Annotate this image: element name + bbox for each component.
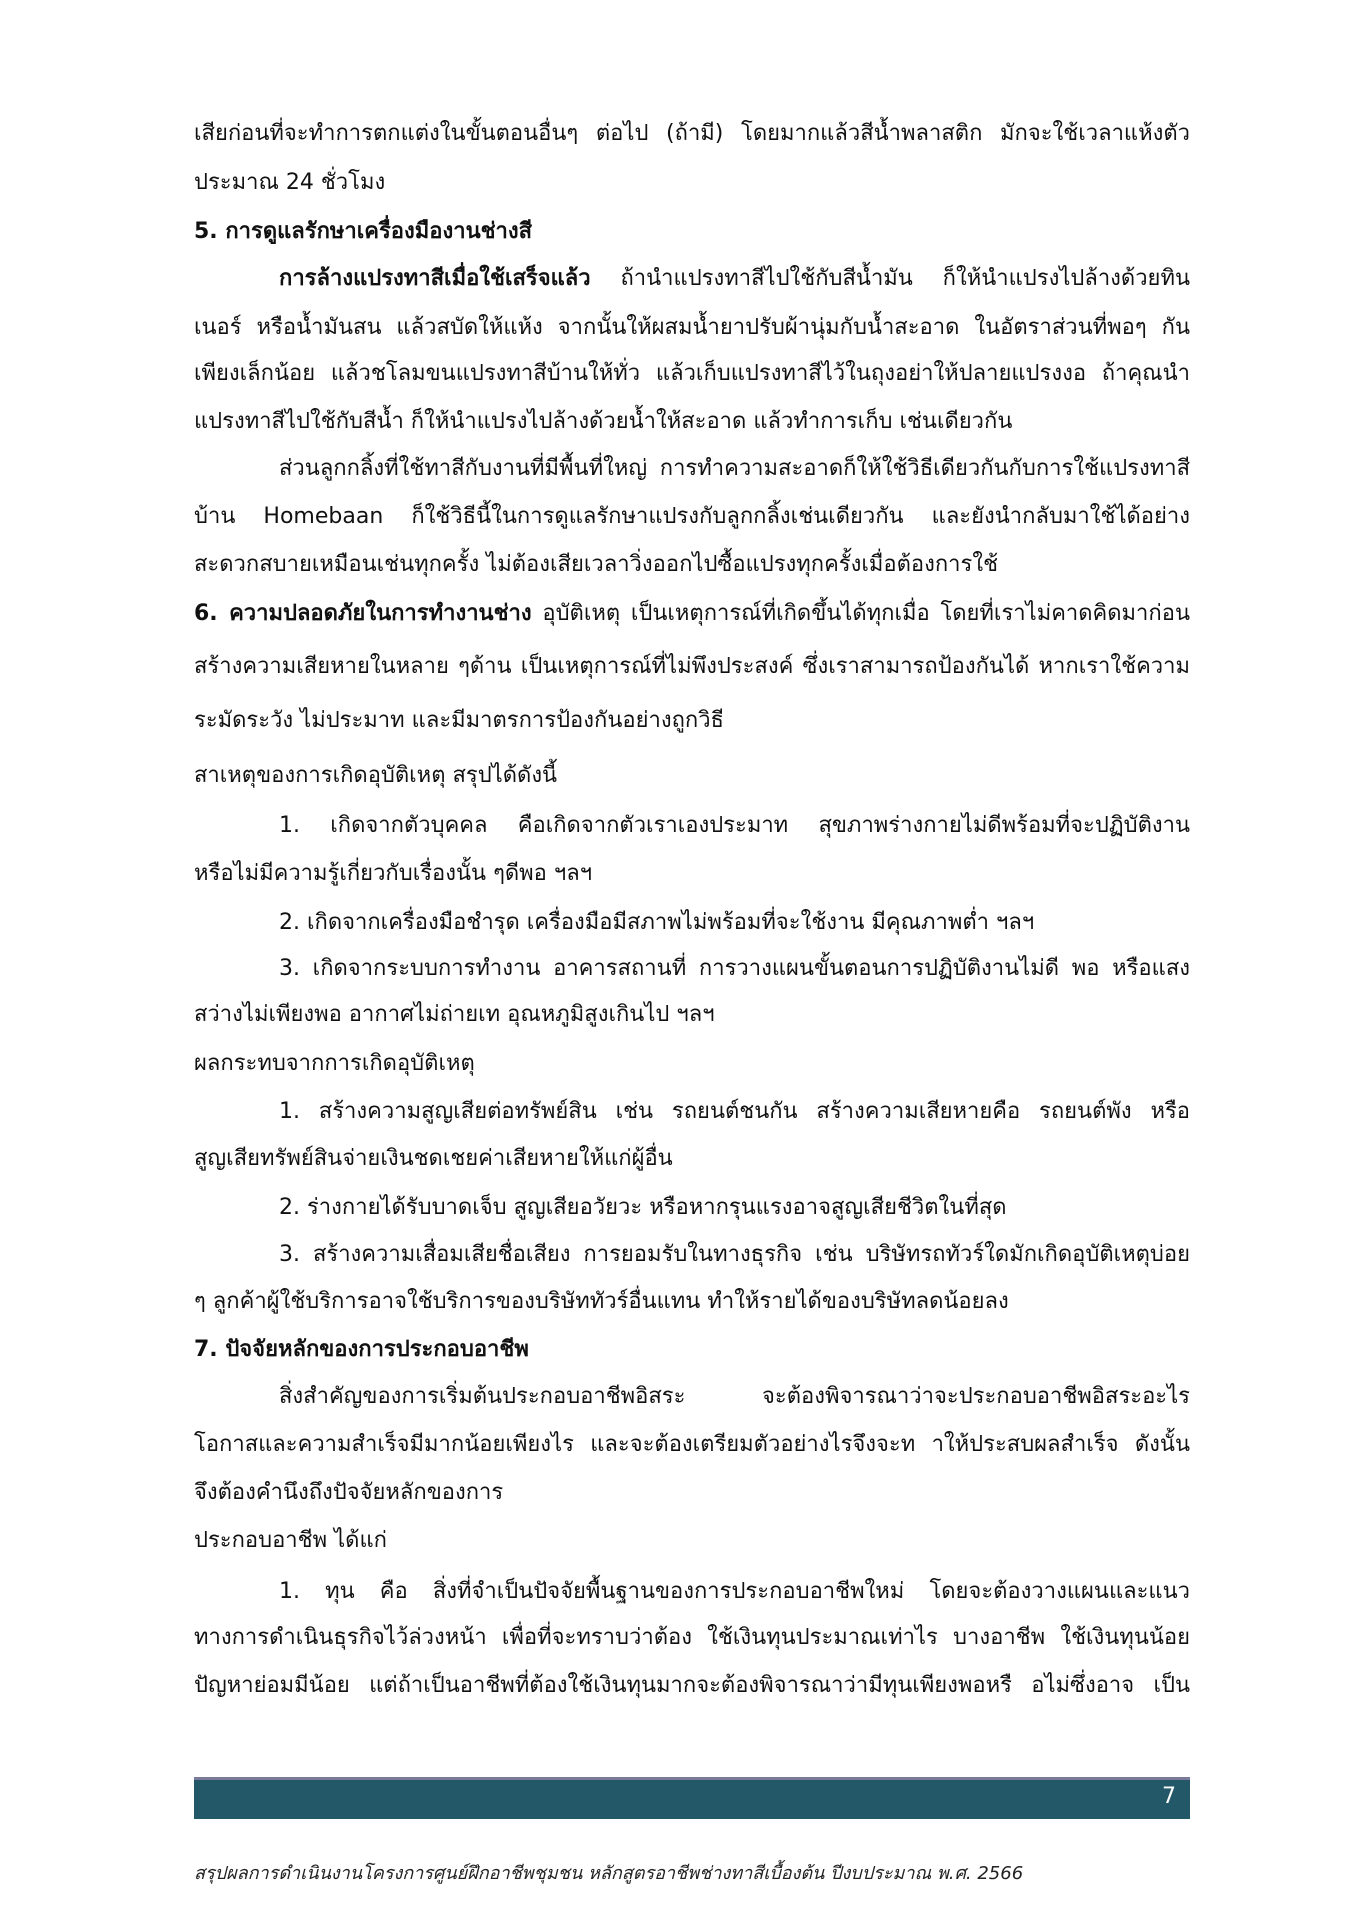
- paragraph-line: [194, 850, 1190, 898]
- paragraph-line: [194, 1421, 1190, 1469]
- list-item: [279, 1568, 1190, 1616]
- bold-text: การล้างแปรงทาสีเมื่อใช้เสร็จแล้ว: [279, 266, 591, 291]
- paragraph-line: [194, 1278, 1190, 1326]
- paragraph-line: [194, 110, 1190, 158]
- paragraph-line: [194, 304, 1190, 352]
- page-number: 7: [1162, 1784, 1176, 1809]
- paragraph-line: [194, 1614, 1190, 1662]
- line-text: 1. สร้างความสูญเสียต่อทรัพย์สิน เช่น รถยนต์ชนกัน สร้างความเสียหายคือ รถยนต์พัง หรือ: [279, 1099, 1190, 1124]
- section-heading-5: [194, 208, 1190, 256]
- line-text: ผลกระทบจากการเกิดอุบัติเหตุ: [194, 1051, 475, 1076]
- paragraph-line: [194, 1135, 1190, 1183]
- line-text: จึงต้องคำนึงถึงปัจจัยหลักของการ: [194, 1480, 504, 1505]
- line-text: เสียก่อนที่จะทำการตกแต่งในขั้นตอนอื่นๆ ต่อไป (ถ้ามี) โดยมากแล้วสีน้ำพลาสติก มักจะใช้เวลาแห้งตัว: [194, 121, 1190, 146]
- line-text: แปรงทาสีไปใช้กับสีน้ำ ก็ให้นำแปรงไปล้างด้วยน้ำให้สะอาด แล้วทำการเก็บ เช่นเดียวกัน: [194, 409, 1013, 434]
- line-text: สิ่งสำคัญของการเริ่มต้นประกอบอาชีพอิสระ จะต้องพิจารณาว่าจะประกอบอาชีพอิสระอะไร: [279, 1384, 1190, 1409]
- line-text: ถ้านำแปรงทาสีไปใช้กับสีน้ำมัน ก็ให้นำแปรงไปล้างด้วยทิน: [590, 266, 1190, 291]
- paragraph-line: [194, 991, 1190, 1039]
- line-text: เนอร์ หรือน้ำมันสน แล้วสบัดให้แห้ง จากนั้นให้ผสมน้ำยาปรับผ้านุ่มกับน้ำสะอาด ในอัตราส่วนที่พอๆ กัน: [194, 315, 1190, 340]
- paragraph-line: [194, 643, 1190, 691]
- paragraph-line: [194, 493, 1190, 541]
- line-text: เพียงเล็กน้อย แล้วชโลมขนแปรงทาสีบ้านให้ทั่ว แล้วเก็บแปรงทาสีไว้ในถุงอย่าให้ปลายแปรงงอ ถ้าคุณนำ: [194, 361, 1190, 386]
- line-text: ประมาณ 24 ชั่วโมง: [194, 170, 386, 195]
- paragraph-line: [194, 398, 1190, 446]
- line-text: หรือไม่มีความรู้เกี่ยวกับเรื่องนั้น ๆดีพอ ฯลฯ: [194, 861, 593, 886]
- list-item: [279, 1231, 1190, 1279]
- line-text: สูญเสียทรัพย์สินจ่ายเงินชดเชยค่าเสียหายให้แก่ผู้อื่น: [194, 1146, 673, 1171]
- paragraph-line: [194, 1040, 1190, 1088]
- line-text: 3. สร้างความเสื่อมเสียชื่อเสียง การยอมรับในทางธุรกิจ เช่น บริษัทรถทัวร์ใดมักเกิดอุบัติเหตุบ่อย: [279, 1242, 1190, 1267]
- line-text: สร้างความเสียหายในหลาย ๆด้าน เป็นเหตุการณ์ที่ไม่พึงประสงค์ ซึ่งเราสามารถป้องกันได้ หากเราใช้ความ: [194, 654, 1190, 679]
- bold-text: 6. ความปลอดภัยในการทำงานช่าง: [194, 601, 532, 626]
- line-text: 1. เกิดจากตัวบุคคล คือเกิดจากตัวเราเองประมาท สุขภาพร่างกายไม่ดีพร้อมที่จะปฏิบัติงาน: [279, 813, 1190, 838]
- line-text: ทางการดำเนินธุรกิจไว้ล่วงหน้า เพื่อที่จะทราบว่าต้อง ใช้เงินทุนประมาณเท่าไร บางอาชีพ ใช้เงินทุนน้อย: [194, 1625, 1190, 1650]
- line-text: สาเหตุของการเกิดอุบัติเหตุ สรุปได้ดังนี้: [194, 763, 558, 788]
- paragraph-line: [279, 255, 1190, 303]
- line-text: 2. เกิดจากเครื่องมือชำรุด เครื่องมือมีสภาพไม่พร้อมที่จะใช้งาน มีคุณภาพต่ำ ฯลฯ: [279, 910, 1035, 935]
- paragraph-line: [194, 1469, 1190, 1517]
- paragraph-line: [194, 752, 1190, 800]
- line-text: ส่วนลูกกลิ้งที่ใช้ทาสีกับงานที่มีพื้นที่ใหญ่ การทำความสะอาดก็ให้ใช้วิธีเดียวกันกับการใช้แปรงทาสี: [279, 456, 1190, 481]
- list-item: [279, 1088, 1190, 1136]
- line-text: ระมัดระวัง ไม่ประมาท และมีมาตรการป้องกันอย่างถูกวิธี: [194, 708, 724, 733]
- list-item: [279, 802, 1190, 850]
- footer-caption: สรุปผลการดำเนินงานโครงการศูนย์ฝึกอาชีพชุมชน หลักสูตรอาชีพช่างทาสีเบื้องต้น ปีงบประมาณ พ.ศ. 2566: [194, 1863, 1024, 1884]
- bold-text: 7. ปัจจัยหลักของการประกอบอาชีพ: [194, 1337, 529, 1362]
- bold-text: 5. การดูแลรักษาเครื่องมืองานช่างสี: [194, 219, 533, 244]
- line-text: ปัญหาย่อมมีน้อย แต่ถ้าเป็นอาชีพที่ต้องใช้เงินทุนมากจะต้องพิจารณาว่ามีทุนเพียงพอหรื อไม่ซึ่งอาจ เป็น: [194, 1673, 1190, 1698]
- section-heading-6: [194, 590, 1190, 638]
- list-item: [279, 945, 1190, 993]
- paragraph-line: [194, 350, 1190, 398]
- line-text: 1. ทุน คือ สิ่งที่จำเป็นปัจจัยพื้นฐานของการประกอบอาชีพใหม่ โดยจะต้องวางแผนและแนว: [279, 1579, 1190, 1604]
- paragraph-line: [194, 159, 1190, 207]
- line-text: บ้าน Homebaan ก็ใช้วิธีนี้ในการดูแลรักษาแปรงกับลูกกลิ้งเช่นเดียวกัน และยังนำกลับมาใช้ได้อย่าง: [194, 504, 1190, 529]
- line-text: อุบัติเหตุ เป็นเหตุการณ์ที่เกิดขึ้นได้ทุกเมื่อ โดยที่เราไม่คาดคิดมาก่อน: [531, 601, 1190, 626]
- line-text: 2. ร่างกายได้รับบาดเจ็บ สูญเสียอวัยวะ หรือหากรุนแรงอาจสูญเสียชีวิตในที่สุด: [279, 1195, 1007, 1220]
- paragraph-line: [194, 1517, 1190, 1565]
- line-text: ประกอบอาชีพ ได้แก่: [194, 1528, 387, 1553]
- paragraph-line: [279, 445, 1190, 493]
- section-heading-7: [194, 1326, 1190, 1374]
- paragraph-line: [194, 1662, 1190, 1710]
- line-text: โอกาสและความสำเร็จมีมากน้อยเพียงไร และจะต้องเตรียมตัวอย่างไรจึงจะท าให้ประสบผลสำเร็จ ดังนั้น: [194, 1432, 1190, 1457]
- paragraph-line: [194, 541, 1190, 589]
- list-item: [279, 1184, 1190, 1232]
- line-text: สะดวกสบายเหมือนเช่นทุกครั้ง ไม่ต้องเสียเวลาวิ่งออกไปซื้อแปรงทุกครั้งเมื่อต้องการใช้: [194, 552, 999, 577]
- footer-bar: [194, 1777, 1190, 1819]
- paragraph-line: [194, 697, 1190, 745]
- line-text: 3. เกิดจากระบบการทำงาน อาคารสถานที่ การวางแผนขั้นตอนการปฏิบัติงานไม่ดี พอ หรือแสง: [279, 956, 1190, 981]
- list-item: [279, 899, 1190, 947]
- line-text: สว่างไม่เพียงพอ อากาศไม่ถ่ายเท อุณหภูมิสูงเกินไป ฯลฯ: [194, 1002, 715, 1027]
- line-text: ๆ ลูกค้าผู้ใช้บริการอาจใช้บริการของบริษัททัวร์อื่นแทน ทำให้รายได้ของบริษัทลดน้อยลง: [194, 1289, 1009, 1314]
- paragraph-line: [279, 1373, 1190, 1421]
